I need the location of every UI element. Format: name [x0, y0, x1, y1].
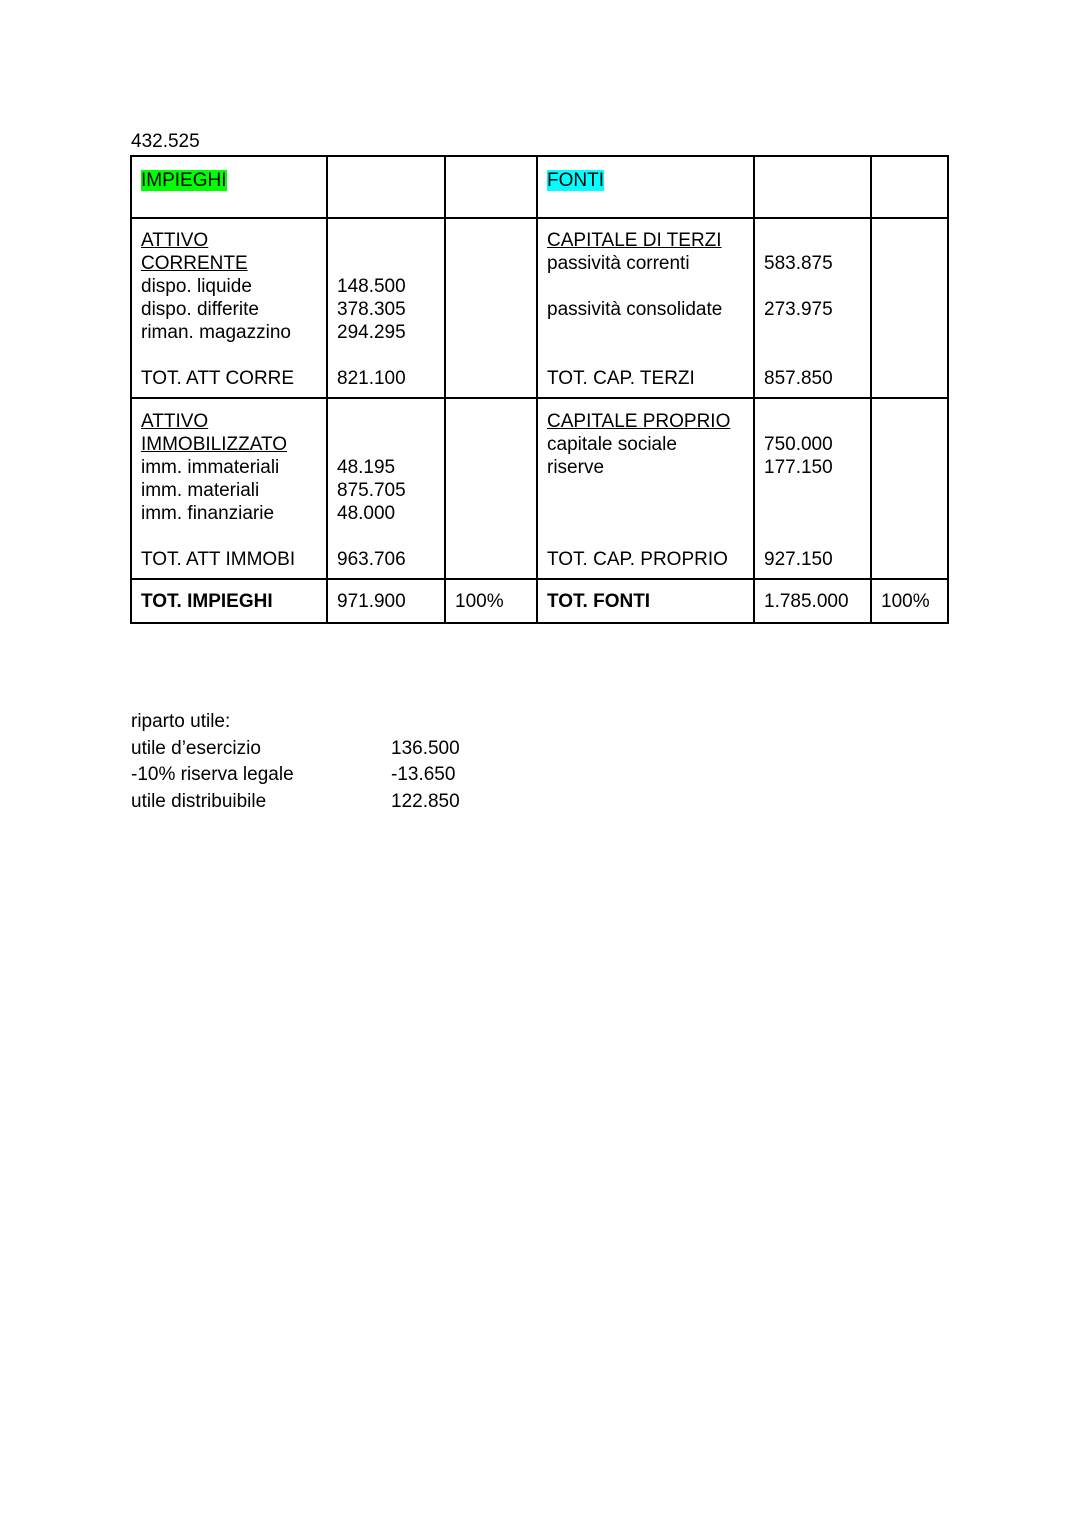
section-attivo-corrente-row	[131, 218, 948, 398]
section-title: CAPITALE DI TERZI	[547, 230, 722, 251]
item-label: riman. magazzino	[141, 322, 291, 343]
item-label: imm. materiali	[141, 480, 260, 501]
section-total-label: TOT. ATT CORRE	[141, 368, 295, 389]
riparto-title: riparto utile:	[131, 711, 231, 732]
capitale-terzi-labels	[537, 218, 754, 398]
riparto-row	[131, 762, 460, 789]
tot-impieghi-pct: 100%	[445, 579, 537, 623]
table-header-row	[131, 156, 948, 218]
section-title: CAPITALE PROPRIO	[547, 411, 731, 432]
item-label: passività correnti	[547, 253, 690, 274]
item-value: 48.000	[337, 503, 396, 524]
empty-cell	[445, 398, 537, 579]
item-label: riserve	[547, 457, 605, 478]
tot-fonti-value: 1.785.000	[754, 579, 871, 623]
item-value: 48.195	[337, 457, 396, 478]
item-label: dispo. liquide	[141, 276, 252, 297]
item-value: 273.975	[764, 299, 833, 320]
riparto-title-row	[131, 709, 460, 736]
capitale-terzi-values	[754, 218, 871, 398]
riparto-label: utile distribuibile	[131, 790, 267, 812]
balance-sheet-table	[130, 155, 949, 624]
tot-fonti-label: TOT. FONTI	[537, 579, 754, 623]
riparto-value: 122.850	[391, 790, 460, 812]
empty-cell	[327, 156, 445, 218]
capitale-proprio-labels	[537, 398, 754, 579]
item-value: 177.150	[764, 457, 833, 478]
item-label: imm. immateriali	[141, 457, 280, 478]
empty-cell	[445, 156, 537, 218]
section-title: ATTIVO	[141, 230, 209, 251]
empty-cell	[871, 218, 948, 398]
section-attivo-immobilizzato-row	[131, 398, 948, 579]
section-title: ATTIVO	[141, 411, 209, 432]
tot-impieghi-label: TOT. IMPIEGHI	[131, 579, 327, 623]
item-value: 294.295	[337, 322, 406, 343]
impieghi-title: IMPIEGHI	[141, 170, 227, 191]
attivo-corrente-values	[327, 218, 445, 398]
section-title: IMMOBILIZZATO	[141, 434, 288, 455]
riparto-label: -10% riserva legale	[131, 764, 294, 785]
item-label: dispo. differite	[141, 299, 259, 320]
item-label: imm. finanziarie	[141, 503, 275, 524]
item-value: 750.000	[764, 434, 833, 455]
riparto-row	[131, 789, 460, 816]
empty-cell	[871, 398, 948, 579]
empty-cell	[754, 156, 871, 218]
tot-impieghi-value: 971.900	[327, 579, 445, 623]
riparto-row	[131, 736, 460, 763]
section-total-label: TOT. ATT IMMOBI	[141, 549, 296, 570]
riparto-value: -13.650	[391, 764, 456, 785]
section-title: CORRENTE	[141, 253, 248, 274]
tot-fonti-pct: 100%	[871, 579, 948, 623]
section-total-value: 927.150	[764, 549, 833, 570]
section-total-value: 857.850	[764, 368, 833, 389]
riparto-label: utile d’esercizio	[131, 737, 261, 759]
empty-cell	[445, 218, 537, 398]
attivo-immobilizzato-labels	[131, 398, 327, 579]
item-value: 875.705	[337, 480, 406, 501]
attivo-immobilizzato-values	[327, 398, 445, 579]
item-value: 148.500	[337, 276, 406, 297]
fonti-header-cell	[537, 156, 754, 218]
attivo-corrente-labels	[131, 218, 327, 398]
item-value: 583.875	[764, 253, 833, 274]
impieghi-header-cell	[131, 156, 327, 218]
empty-cell	[871, 156, 948, 218]
fonti-title: FONTI	[547, 170, 604, 191]
riparto-utile-section	[131, 709, 460, 815]
riparto-value: 136.500	[391, 737, 460, 759]
section-total-value: 821.100	[337, 368, 406, 389]
item-value: 378.305	[337, 299, 406, 320]
item-label: capitale sociale	[547, 434, 677, 455]
section-total-value: 963.706	[337, 549, 406, 570]
section-total-label: TOT. CAP. PROPRIO	[547, 549, 728, 570]
top-number: 432.525	[131, 131, 200, 152]
capitale-proprio-values	[754, 398, 871, 579]
item-label: passività consolidate	[547, 299, 723, 320]
grand-total-row	[131, 579, 948, 623]
section-total-label: TOT. CAP. TERZI	[547, 368, 695, 389]
